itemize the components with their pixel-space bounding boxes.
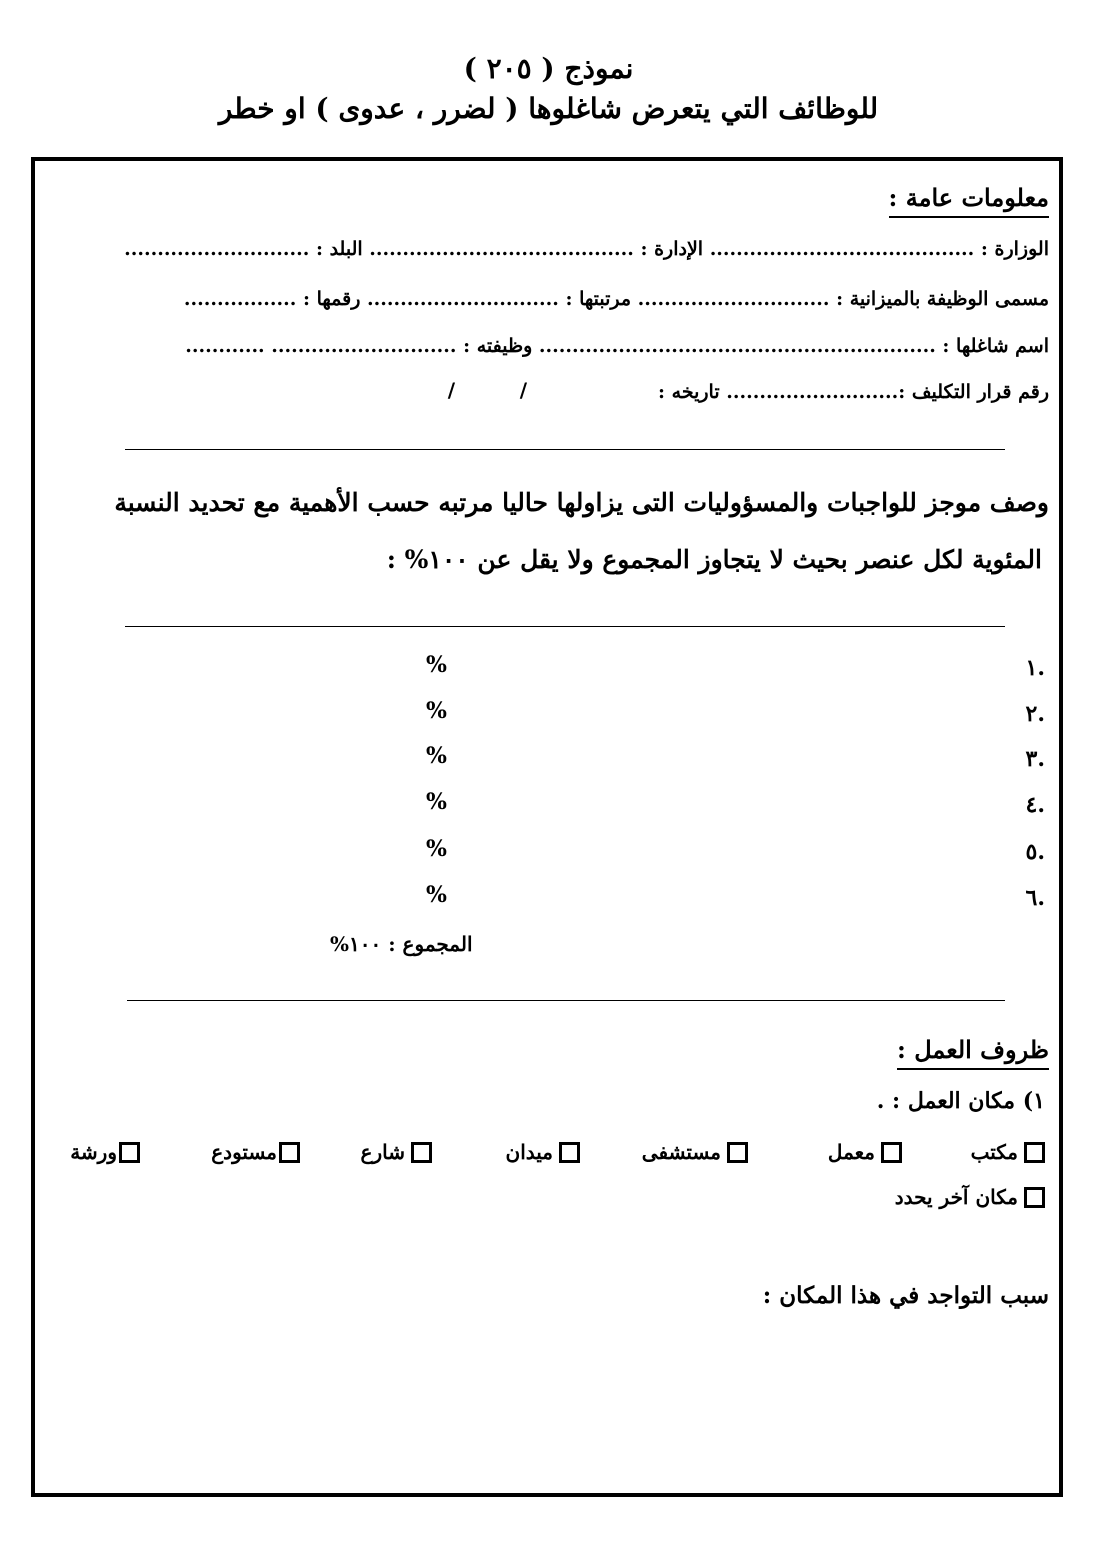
option-office[interactable]: مكتب — [971, 1140, 1045, 1164]
duty-item-number: .٥ — [1025, 839, 1045, 865]
duty-item-number: .٢ — [1025, 701, 1045, 727]
checkbox[interactable] — [1024, 1187, 1045, 1208]
checkbox[interactable] — [559, 1142, 580, 1163]
duty-item-percent[interactable]: % — [426, 698, 447, 724]
divider — [127, 1000, 1005, 1001]
checkbox[interactable] — [411, 1142, 432, 1163]
duty-item-percent[interactable]: % — [426, 743, 447, 769]
holder-name-position-line[interactable]: اسم شاغلها : ............................................................ وظيفته : ............................ ............ — [185, 335, 1049, 357]
checkbox[interactable] — [881, 1142, 902, 1163]
option-street[interactable]: شارع — [361, 1140, 432, 1164]
date-slash: / — [519, 378, 527, 402]
duty-item-number: .٦ — [1025, 885, 1045, 911]
date-slash: / — [447, 378, 455, 402]
duty-item-percent[interactable]: % — [426, 836, 447, 862]
presence-reason-label: سبب التواجد في هذا المكان : — [762, 1282, 1049, 1309]
checkbox[interactable] — [1024, 1142, 1045, 1163]
divider — [125, 626, 1005, 627]
duty-item-percent[interactable]: % — [426, 882, 447, 908]
duties-total: المجموع : ١٠٠% — [330, 932, 473, 956]
duty-item-number: .٤ — [1025, 792, 1045, 818]
workplace-heading: ١) مكان العمل : . — [876, 1088, 1045, 1114]
option-other-place[interactable]: مكان آخر يحدد — [895, 1185, 1045, 1209]
ministry-department-country-line[interactable]: الوزارة : ........................................ الإدارة : ........................................ البلد : ............................ — [124, 238, 1049, 260]
duty-item-percent[interactable]: % — [426, 789, 447, 815]
option-lab[interactable]: معمل — [828, 1140, 902, 1164]
job-title-grade-number-line[interactable]: مسمى الوظيفة بالميزانية : ............................. مرتبتها : ............................. رقمها : ................. — [183, 288, 1049, 310]
duty-item-number: .١ — [1025, 655, 1045, 681]
option-hospital[interactable]: مستشفى — [642, 1140, 748, 1164]
work-conditions-heading: ظروف العمل : — [897, 1035, 1049, 1070]
checkbox[interactable] — [119, 1142, 140, 1163]
option-warehouse[interactable]: مستودع — [211, 1140, 300, 1164]
option-workshop[interactable]: ورشة — [70, 1140, 140, 1164]
duties-description-line-1: وصف موجز للواجبات والمسؤوليات التى يزاولها حاليا مرتبه حسب الأهمية مع تحديد النسبة — [114, 488, 1049, 517]
checkbox[interactable] — [279, 1142, 300, 1163]
checkbox[interactable] — [727, 1142, 748, 1163]
duty-item-number: .٣ — [1025, 746, 1045, 772]
form-title: نموذج ( ٢٠٥ ) — [463, 52, 634, 85]
divider — [125, 449, 1005, 450]
duties-description-line-2: المئوية لكل عنصر بحيث لا يتجاوز المجموع ولا يقل عن ١٠٠% : — [386, 545, 1042, 574]
form-subtitle: للوظائف التي يتعرض شاغلوها ( لضرر ، عدوى ) او خطر — [218, 92, 879, 125]
option-field[interactable]: ميدان — [506, 1140, 581, 1164]
duty-item-percent[interactable]: % — [426, 652, 447, 678]
general-info-heading: معلومات عامة : — [889, 183, 1049, 218]
assignment-decision-line[interactable]: رقم قرار التكليف :.......................... تاريخه : — [658, 381, 1049, 403]
